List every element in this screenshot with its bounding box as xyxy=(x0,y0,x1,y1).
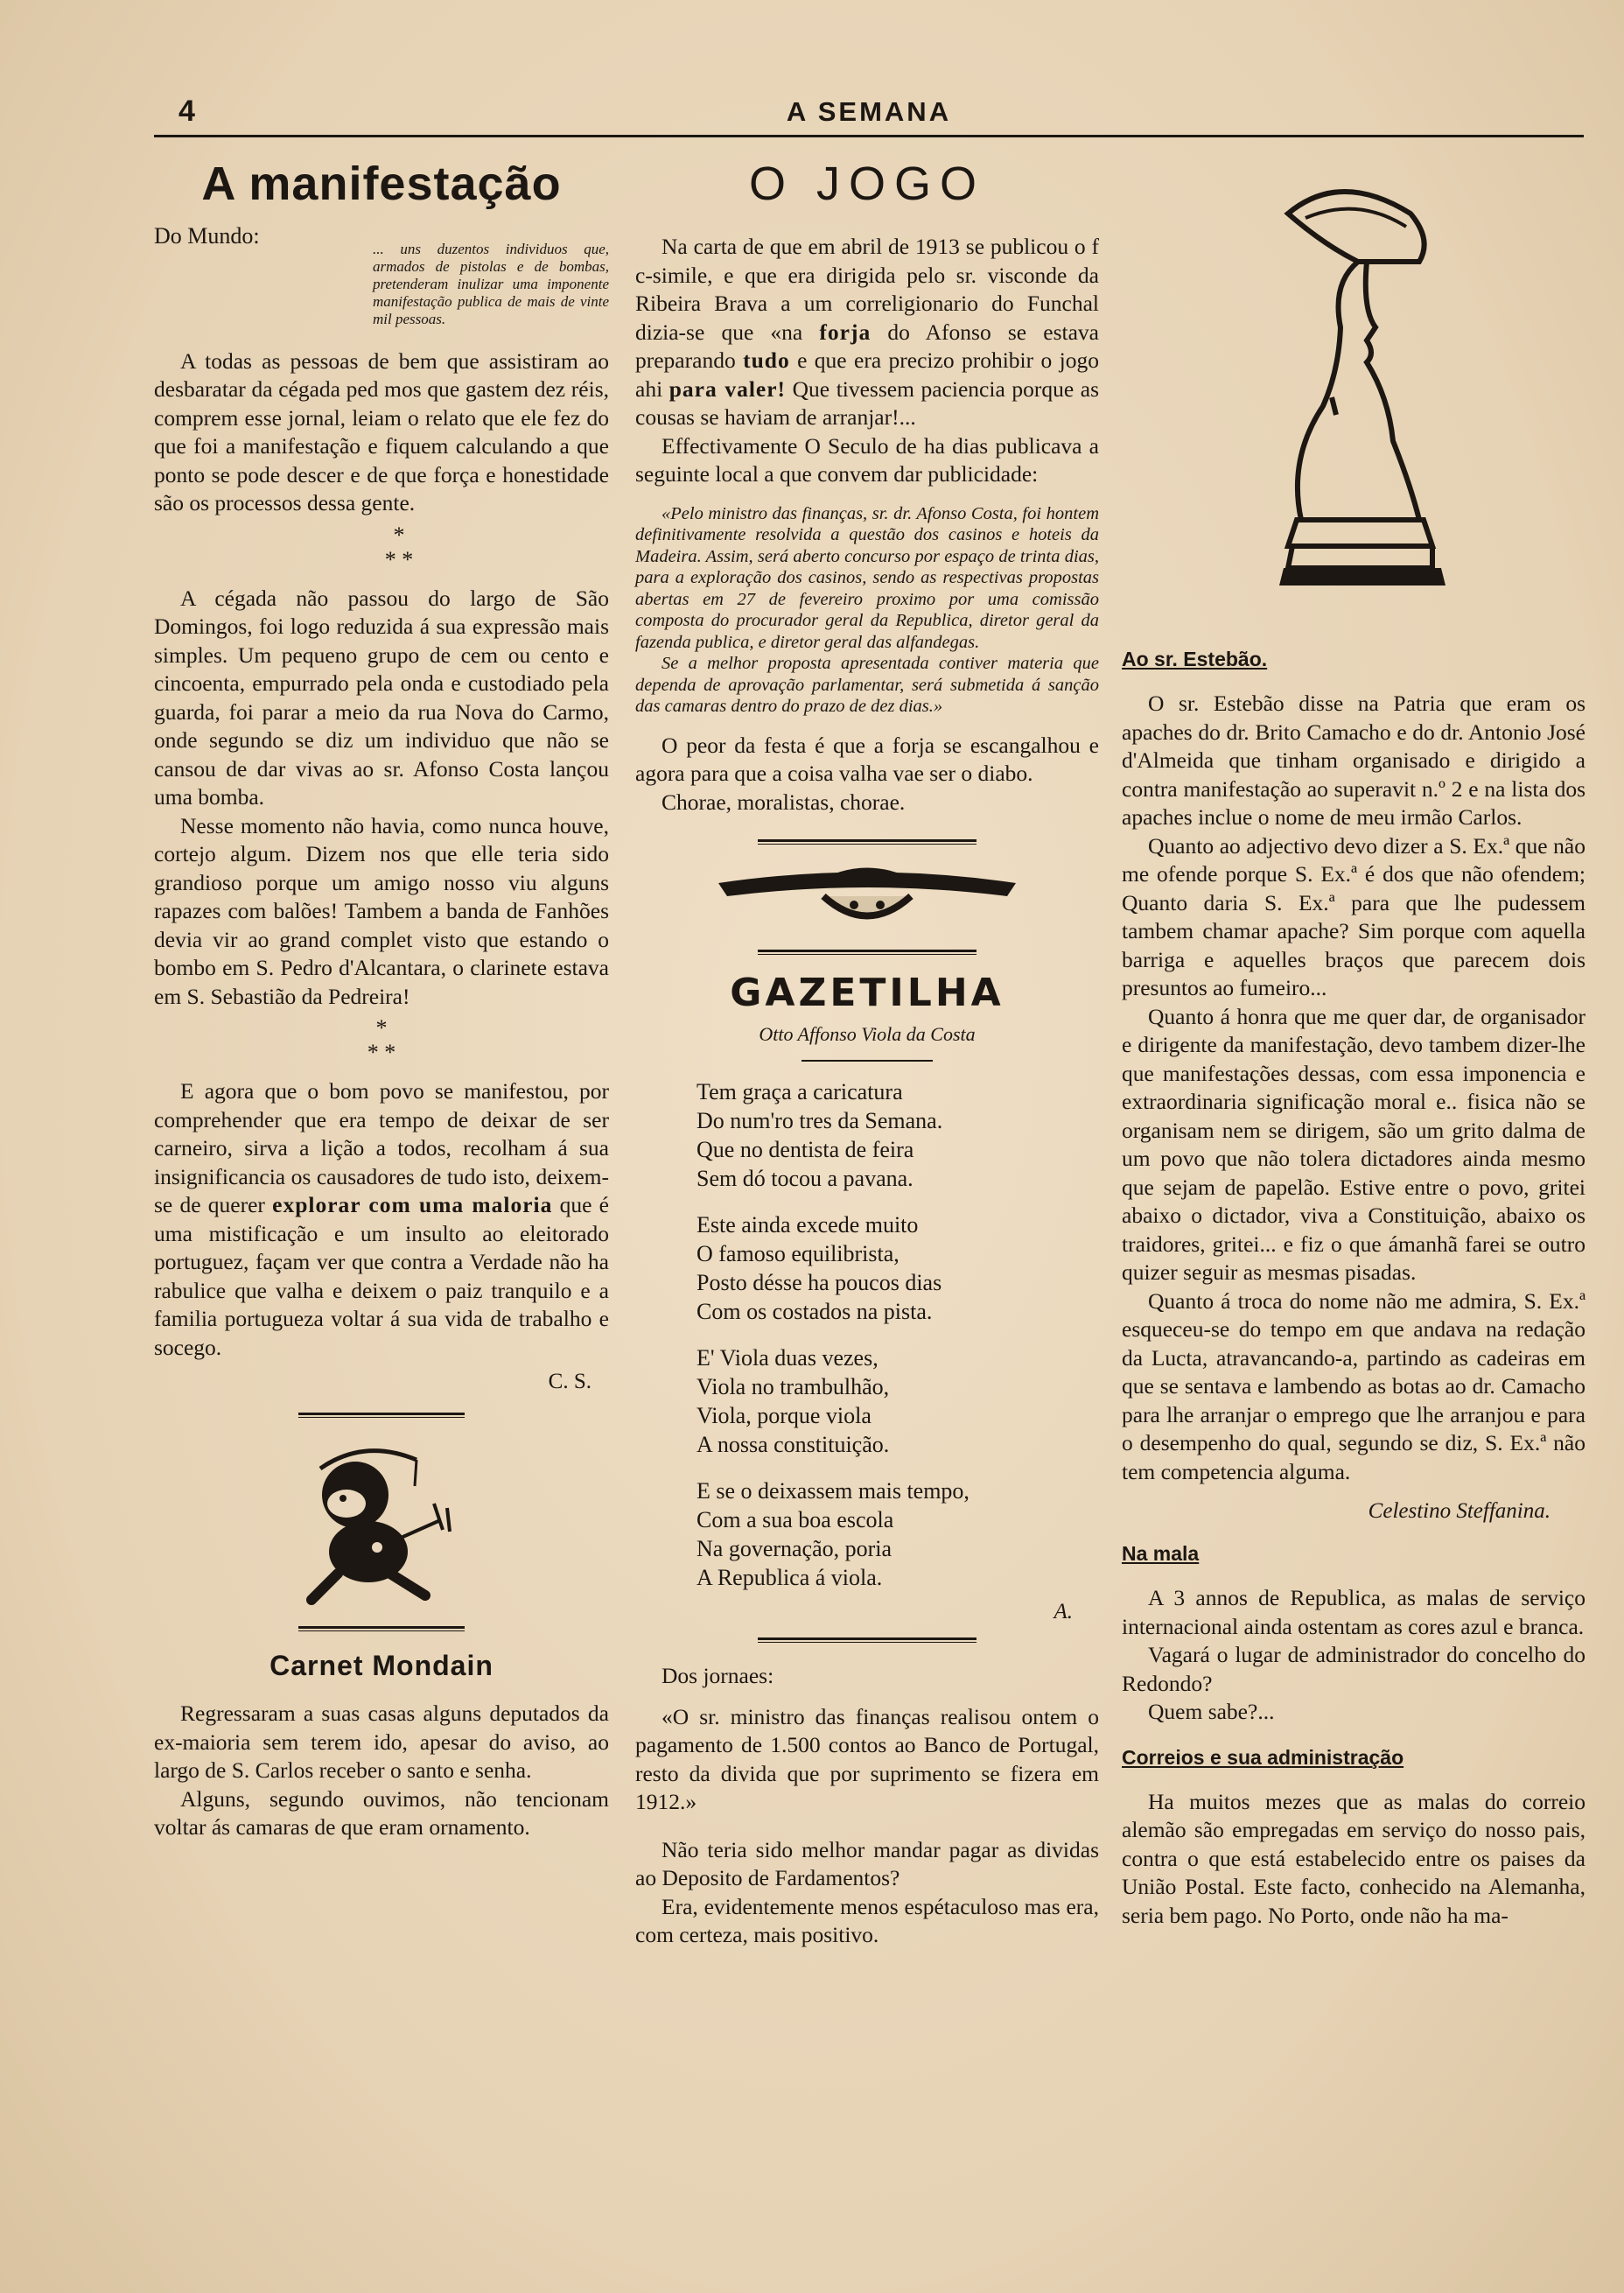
illustration-bust xyxy=(1236,179,1586,642)
cartoon-running-figure xyxy=(285,1434,609,1609)
section-title-correios: Correios e sua administração xyxy=(1122,1745,1404,1769)
poem-line: Viola, porque viola xyxy=(696,1403,872,1428)
poem-line: Este ainda excede muito xyxy=(696,1212,919,1238)
article-title-manifestacao: A manifestação xyxy=(201,158,562,210)
paragraph: Não teria sido melhor mandar pagar as dividas ao Deposito de Fardamentos? xyxy=(635,1836,1099,1890)
poem-stanza xyxy=(696,1343,1099,1459)
paragraph: Quanto á honra que me quer dar, de organisador e dirigente da manifestação, devo tambem dizer-lhe que manifestações dessas, com essa imponencia e extraordinaria significação moral e.. fisica não se organisam nem se dirigem, são um grito dalma de um povo que não tolera dictadores ainda mesmo que sejam de papelão. Estive entre o povo, gritei abaixo o dictador, viva a Constituição, abaixo os traidores, gritei... e fiz o que ámanhã farei se outro quizer seguir as mesmas pisadas. xyxy=(1122,1003,1586,1285)
section-title-na-mala: Na mala xyxy=(1122,1542,1200,1565)
signature: C. S. xyxy=(548,1370,592,1393)
signature: Celestino Steffanina. xyxy=(1368,1499,1550,1523)
separator-stars: * * xyxy=(384,546,414,572)
separator-stars: * * xyxy=(367,1040,396,1065)
separator-stars: * xyxy=(375,1015,388,1041)
column-right xyxy=(1122,149,1586,1930)
poem-signature: A. xyxy=(1054,1600,1073,1623)
quote: «O sr. ministro das finanças realisou ontem o pagamento de 1.500 contos ao Banco de Portugal, resto da divida que por suprimento se fizera em 1912.» xyxy=(635,1703,1099,1814)
divider xyxy=(758,950,976,955)
separator-stars: * xyxy=(393,522,405,548)
column-left xyxy=(154,149,609,1842)
page-number: 4 xyxy=(178,95,195,128)
paragraph: E agora que o bom povo se manifestou, por comprehender que era tempo de deixar de ser carneiro, sirva a lição a todos, recolham á sua insignificancia os causadores de tudo isto, deixem-se de querer explorar com uma maloria que é uma mistificação e um insulto ao eleitorado portuguez, façam ver que contra a Verdade não ha rabulice que valha e deixem o paiz tranquilo e a familia portugueza voltar á sua vida de trabalho e socego. xyxy=(154,1078,609,1360)
poem-line: Viola no trambulhão, xyxy=(696,1374,890,1399)
section-title-gazetilha: GAZETILHA xyxy=(730,971,1004,1015)
poem-line: E' Viola duas vezes, xyxy=(696,1345,878,1371)
poem-line: A nossa constituição. xyxy=(696,1432,890,1457)
divider xyxy=(758,839,976,845)
poem-line: O famoso equilibrista, xyxy=(696,1241,900,1266)
divider xyxy=(298,1413,465,1418)
poem-stanza xyxy=(696,1077,1099,1193)
paragraph: Vagará o lugar de administrador do concelho do Redondo? xyxy=(1122,1642,1586,1696)
paragraph: O sr. Estebão disse na Patria que eram os apaches do dr. Brito Camacho e do dr. Antonio José d'Almeida que tinham organisado e dirigido a contra manifestação ao superavit n.º 2 e na lista dos apaches inclue o nome de meu irmão Carlos. xyxy=(1122,691,1586,830)
paragraph: Na carta de que em abril de 1913 se publicou o f c-simile, e que era dirigida pelo sr. visconde da Ribeira Brava a um correligionario do Funchal dizia-se que «na forja do Afonso se estava preparando tudo e que era precizo prohibir o jogo ahi para valer! Que tivessem paciencia porque as cousas se haviam de arranjar!... xyxy=(635,234,1099,430)
source-line: Do Mundo: xyxy=(154,223,260,249)
paragraph: Alguns, segundo ouvimos, não tencionam voltar ás camaras de que eram ornamento. xyxy=(154,1785,609,1840)
page-header xyxy=(154,95,1584,137)
poem-line: Que no dentista de feira xyxy=(696,1137,914,1162)
cartoon-hat-head xyxy=(710,857,1025,936)
article-title-jogo: O JOGO xyxy=(748,158,985,210)
poem-line: Sem dó tocou a pavana. xyxy=(696,1166,914,1191)
paragraph: Regressaram a suas casas alguns deputados da ex-maioria sem terem ido, apesar do aviso, ao largo de S. Carlos receber o santo e senha. xyxy=(154,1700,609,1783)
paragraph: A cégada não passou do largo de São Domingos, foi logo reduzida á sua expressão mais simples. Um pequeno grupo de cem ou cento e cincoenta, empurrado pela onda e custodiado pela guarda, foi parar a meio da rua Nova do Carmo, onde segundo se diz um individuo que não se cansou de dar vivas ao sr. Afonso Costa lançou uma bomba. xyxy=(154,585,609,810)
poem-author: Otto Affonso Viola da Costa xyxy=(759,1023,976,1045)
paragraph: Quem sabe?... xyxy=(1148,1699,1275,1724)
column-center xyxy=(635,149,1099,1950)
paragraph: A 3 annos de Republica, as malas de serviço internacional ainda ostentam as cores azul e branca. xyxy=(1122,1585,1586,1639)
paragraph: Era, evidentemente menos espétaculoso mas era, com certeza, mais positivo. xyxy=(635,1893,1099,1947)
poem-stanza xyxy=(696,1476,1099,1592)
section-title-estebao: Ao sr. Estebão. xyxy=(1122,648,1268,670)
poem xyxy=(635,1077,1099,1592)
poem-line: Posto désse ha poucos dias xyxy=(696,1270,942,1295)
poem-line: E se o deixassem mais tempo, xyxy=(696,1478,970,1504)
paragraph: O peor da festa é que a forja se escangalhou e agora para que a coisa valha vae ser o diabo. xyxy=(635,732,1099,786)
epigraph: ... uns duzentos individuos que, armados de pistolas e de bombas, pretenderam inulizar uma imponente manifestação publica de mais de vinte mil pessoas. xyxy=(373,240,609,327)
poem-line: Na governação, poria xyxy=(696,1536,892,1561)
section-title-carnet: Carnet Mondain xyxy=(270,1650,494,1681)
paragraph: Nesse momento não havia, como nunca houve, cortejo algum. Dizem nos que elle teria sido grandioso porque um amigo nosso viu alguns rapazes com balões! Tambem a banda de Fanhões devia vir ao grand complet visto que estando o bombo em S. Pedro d'Alcantara, o clarinete estava em S. Sebastião da Pedreira! xyxy=(154,812,609,1009)
section-label: Dos jornaes: xyxy=(662,1663,774,1688)
divider xyxy=(802,1060,933,1062)
quote: Se a melhor proposta apresentada contiver materia que dependa de aprovação parlamentar, será submetida á sanção das camaras dentro do prazo de dez dias.» xyxy=(635,654,1099,716)
paragraph: Quanto á troca do nome não me admira, S. Ex.ª esqueceu-se do tempo em que andava na redação da Lucta, atravancando-a, partindo as cadeiras em que se sentava e lambendo as botas ao dr. Camacho para lhe arranjar o emprego que lhe arranjou e para o desempenho do qual, segundo se diz, S. Ex.ª não tem competencia alguma. xyxy=(1122,1287,1586,1484)
paragraph: Quanto ao adjectivo devo dizer a S. Ex.ª que não me ofende porque S. Ex.ª é dos que não ofendem; Quanto daria S. Ex.ª para que lhe pudessem tambem chamar apache? Sim porque com aquella barriga e aquelles braços que parecem dois presuntos ao fumeiro... xyxy=(1122,832,1586,1000)
poem-line: Com a sua boa escola xyxy=(696,1507,894,1532)
poem-line: Do num'ro tres da Semana. xyxy=(696,1108,943,1133)
paragraph: A todas as pessoas de bem que assistiram ao desbaratar da cégada ped mos que gastem dez réis, comprem esse jornal, leiam o relato que ele fez do que foi a manifestação e fiquem calculando a que ponto se pode descer e de que força e honestidade são os processos dessa gente. xyxy=(154,347,609,515)
paragraph: Chorae, moralistas, chorae. xyxy=(662,789,906,815)
paragraph: Effectivamente O Seculo de ha dias publicava a seguinte local a que convem dar publicidade: xyxy=(635,432,1099,487)
paragraph: Ha muitos mezes que as malas do correio alemão são empregadas em serviço do nosso pais, contra o que está estabelecido entre os paises da União Postal. Este facto, conhecido na Alemanha, seria bem pago. No Porto, onde não ha ma- xyxy=(1122,1788,1586,1928)
poem-stanza xyxy=(696,1210,1099,1326)
masthead: A SEMANA xyxy=(786,96,952,127)
divider xyxy=(298,1626,465,1631)
poem-line: A Republica á viola. xyxy=(696,1565,883,1590)
quote: «Pelo ministro das finanças, sr. dr. Afonso Costa, foi hontem definitivamente resolvida a questão dos casinos e hoteis da Madeira. Assim, será aberto concurso por espaço de trinta dias, para a exploração dos casinos, sendo as respectivas propostas abertas em 27 de fevereiro proximo por uma comissão composta do procurador geral da Republica, diretor geral da fazenda publica, e diretor geral das alfandegas. xyxy=(635,503,1099,652)
divider xyxy=(758,1637,976,1643)
poem-line: Com os costados na pista. xyxy=(696,1299,933,1324)
poem-line: Tem graça a caricatura xyxy=(696,1079,903,1104)
